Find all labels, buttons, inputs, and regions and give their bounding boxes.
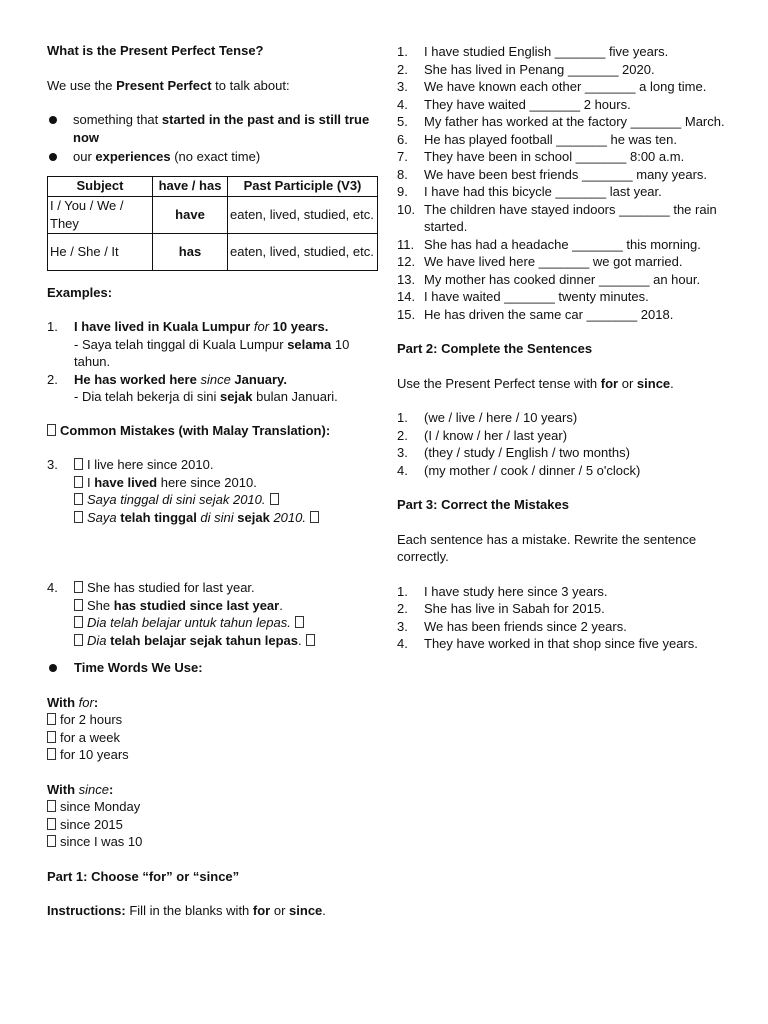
example-item: 2. He has worked here since January. - Dia telah bekerja di sini sejak bulan Januari. bbox=[47, 371, 338, 404]
part2-instructions: Use the Present Perfect tense with for or since. bbox=[397, 375, 674, 391]
missing-glyph-icon bbox=[310, 511, 319, 523]
question-item: 5. My father has worked at the factory _______ March. bbox=[397, 114, 725, 129]
right-column bbox=[397, 43, 727, 653]
table-header: Past Participle (V3) bbox=[228, 176, 378, 196]
part1-heading: Part 1: Choose “for” or “since” bbox=[47, 868, 240, 884]
missing-glyph-icon bbox=[47, 424, 56, 436]
question-item: 12. We have lived here _______ we got married. bbox=[397, 254, 683, 269]
page-title: What is the Present Perfect Tense? bbox=[47, 43, 264, 58]
table-header: have / has bbox=[153, 176, 228, 196]
question-item: 1. I have study here since 3 years. bbox=[397, 583, 608, 599]
question-item: 1. I have studied English _______ five years. bbox=[397, 44, 669, 59]
missing-glyph-icon bbox=[295, 616, 304, 628]
table-row bbox=[48, 233, 378, 270]
question-item: 4. (my mother / cook / dinner / 5 o'clock) bbox=[397, 462, 641, 478]
question-item: 6. He has played football _______ he was ten. bbox=[397, 131, 677, 147]
left-column bbox=[47, 42, 382, 920]
question-item: 1. (we / live / here / 10 years) bbox=[397, 410, 578, 425]
missing-glyph-icon bbox=[74, 634, 83, 646]
question-item: 3. We has been friends since 2 years. bbox=[397, 618, 627, 634]
mistake-item: 4. She has studied for last year. She has studied since last year. Dia telah belajar untuk tahun lepas. Dia telah belajar sejak tahun lepas. bbox=[47, 579, 382, 649]
intro-sentence: We use the Present Perfect to talk about: bbox=[47, 77, 290, 93]
missing-glyph-icon bbox=[270, 493, 279, 505]
usage-bullet: something that started in the past and is still true now bbox=[47, 111, 382, 146]
missing-glyph-icon bbox=[47, 731, 56, 743]
list-item: since I was 10 bbox=[47, 833, 382, 851]
table-cell: eaten, lived, studied, etc. bbox=[228, 196, 378, 233]
list-item: for 2 hours bbox=[47, 711, 382, 729]
missing-glyph-icon bbox=[74, 581, 83, 593]
question-item: 13. My mother has cooked dinner _______ an hour. bbox=[397, 271, 701, 287]
table-cell: eaten, lived, studied, etc. bbox=[228, 233, 378, 270]
list-item: since Monday bbox=[47, 798, 382, 816]
question-item: 11. She has had a headache _______ this morning. bbox=[397, 236, 701, 252]
question-item: 15. He has driven the same car _______ 2018. bbox=[397, 306, 674, 322]
question-item: 9. I have had this bicycle _______ last year. bbox=[397, 184, 662, 199]
missing-glyph-icon bbox=[47, 818, 56, 830]
missing-glyph-icon bbox=[47, 748, 56, 760]
missing-glyph-icon bbox=[74, 493, 83, 505]
part1-instructions: Instructions: Fill in the blanks with for or since. bbox=[47, 903, 326, 918]
time-words-heading: Time Words We Use: bbox=[47, 659, 382, 677]
table-cell: has bbox=[153, 233, 228, 270]
usage-bullet: our experiences (no exact time) bbox=[47, 148, 382, 166]
missing-glyph-icon bbox=[306, 634, 315, 646]
mistakes-heading: Common Mistakes (with Malay Translation): bbox=[47, 422, 382, 440]
table-header-row bbox=[48, 176, 378, 196]
grammar-table bbox=[47, 176, 378, 271]
missing-glyph-icon bbox=[74, 511, 83, 523]
since-list bbox=[47, 798, 382, 851]
question-item: 3. (they / study / English / two months) bbox=[397, 445, 630, 460]
part1-questions bbox=[397, 43, 727, 323]
missing-glyph-icon bbox=[74, 458, 83, 470]
part3-questions bbox=[397, 583, 727, 653]
question-item: 4. They have waited _______ 2 hours. bbox=[397, 96, 631, 112]
usage-bullets bbox=[47, 111, 382, 166]
list-item: for a week bbox=[47, 729, 382, 747]
missing-glyph-icon bbox=[74, 616, 83, 628]
question-item: 2. She has live in Sabah for 2015. bbox=[397, 601, 605, 616]
question-item: 14. I have waited _______ twenty minutes. bbox=[397, 289, 649, 304]
list-item: since 2015 bbox=[47, 816, 382, 834]
missing-glyph-icon bbox=[47, 713, 56, 725]
example-item: 1. I have lived in Kuala Lumpur for 10 years. - Saya telah tinggal di Kuala Lumpur selama 10 tahun. bbox=[47, 319, 350, 369]
mistake-item: 3. I live here since 2010. I have lived here since 2010. Saya tinggal di sini sejak 2010. Saya telah tinggal di sini sejak 2010. bbox=[47, 456, 382, 526]
examples-heading: Examples: bbox=[47, 284, 113, 300]
question-item: 4. They have worked in that shop since five years. bbox=[397, 636, 698, 651]
part2-heading: Part 2: Complete the Sentences bbox=[397, 341, 593, 356]
table-cell: He / She / It bbox=[48, 233, 153, 270]
question-item: 7. They have been in school _______ 8:00 a.m. bbox=[397, 149, 685, 164]
table-row bbox=[48, 196, 378, 233]
missing-glyph-icon bbox=[47, 835, 56, 847]
table-cell: I / You / We / They bbox=[48, 196, 153, 233]
with-since-heading: With since: bbox=[47, 781, 114, 797]
missing-glyph-icon bbox=[74, 476, 83, 488]
question-item: 2. She has lived in Penang _______ 2020. bbox=[397, 61, 655, 77]
part3-heading: Part 3: Correct the Mistakes bbox=[397, 497, 569, 512]
for-list bbox=[47, 711, 382, 764]
part2-questions bbox=[397, 409, 727, 479]
question-item: 2. (I / know / her / last year) bbox=[397, 427, 568, 443]
question-item: 3. We have known each other _______ a long time. bbox=[397, 79, 707, 94]
part3-instructions: Each sentence has a mistake. Rewrite the sentence correctly. bbox=[397, 531, 697, 564]
question-item: 10. The children have stayed indoors _______ the rain started. bbox=[397, 201, 717, 234]
table-cell: have bbox=[153, 196, 228, 233]
table-header: Subject bbox=[48, 176, 153, 196]
missing-glyph-icon bbox=[47, 800, 56, 812]
question-item: 8. We have been best friends _______ many years. bbox=[397, 166, 708, 182]
missing-glyph-icon bbox=[74, 599, 83, 611]
list-item: for 10 years bbox=[47, 746, 382, 764]
with-for-heading: With for: bbox=[47, 694, 99, 710]
